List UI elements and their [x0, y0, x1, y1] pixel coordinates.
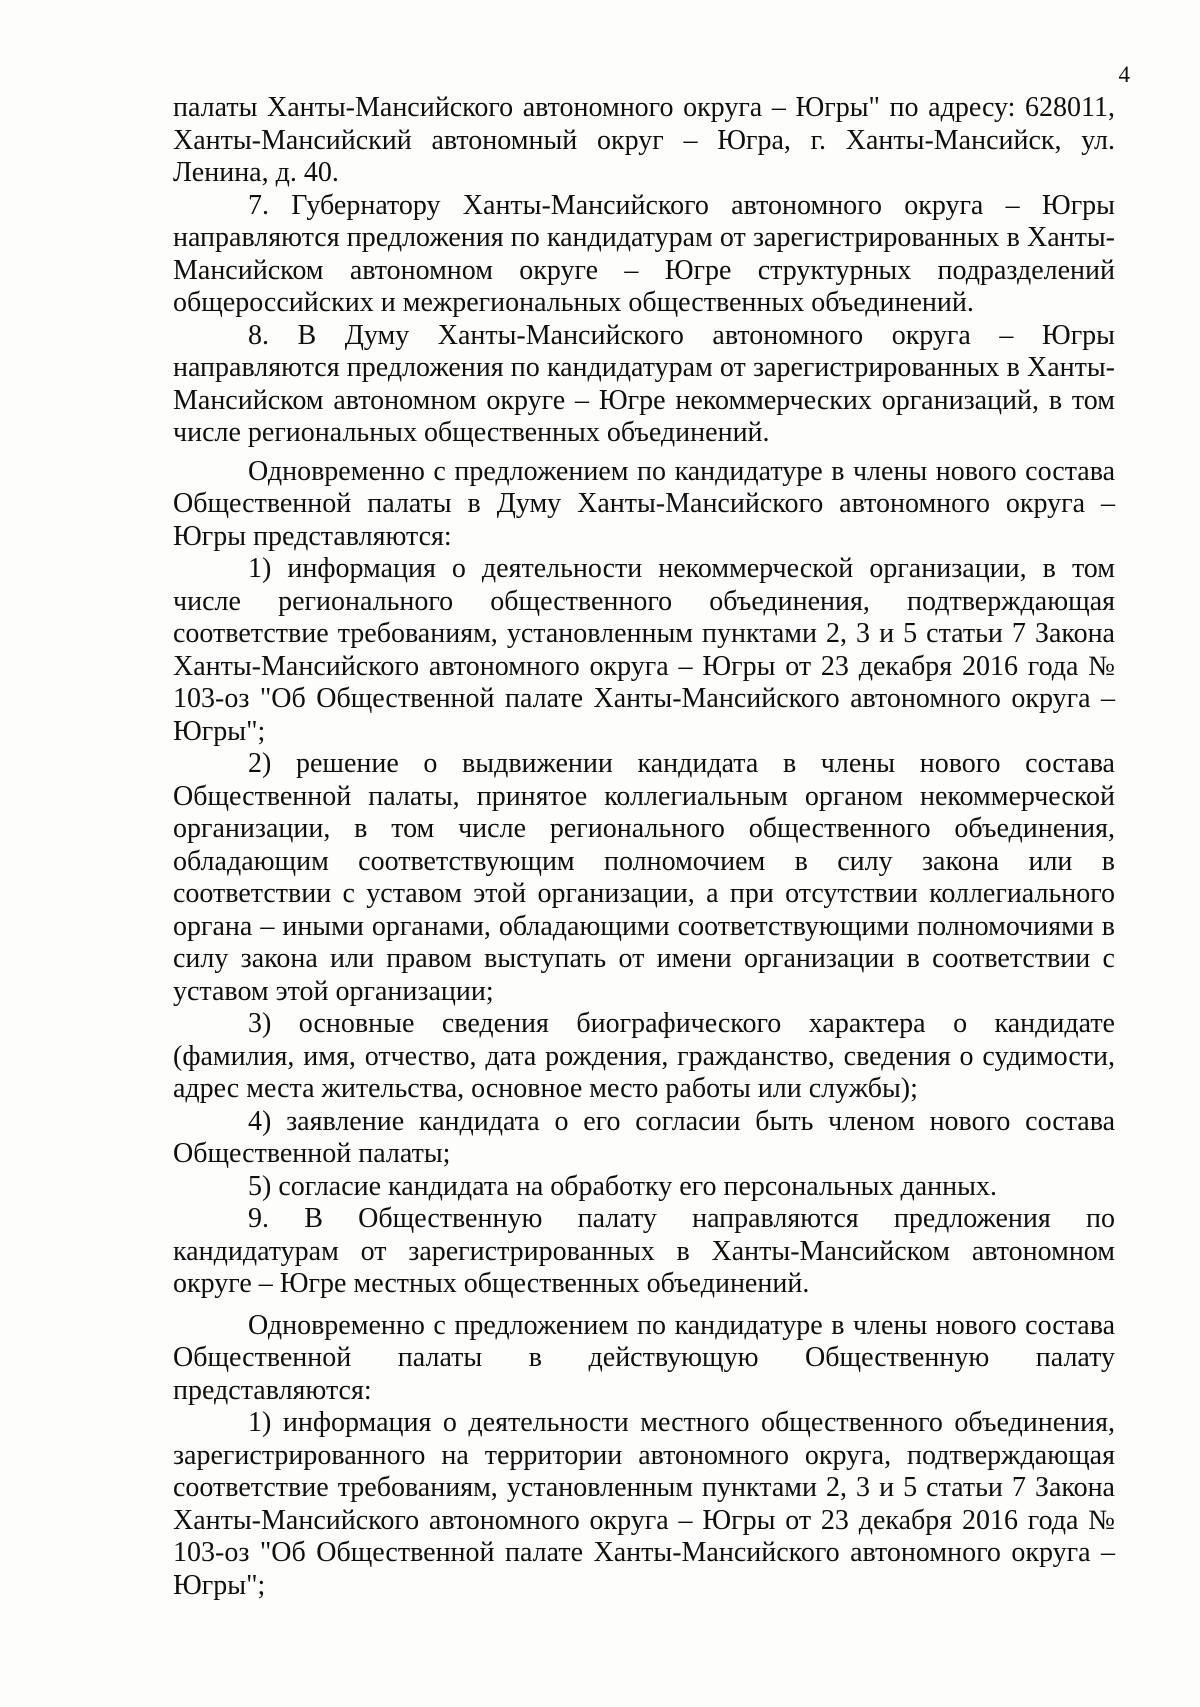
paragraph-duma-doc-1: 1) информация о деятельности некоммерческой организации, в том числе регионального общественного объединения, подтверждающая соответствие требованиям, установленным пунктами 2, 3 и 5 статьи 7 Закона Ханты-Мансийского автономного округа – Югры от 23 декабря 2016 года № 103-оз "Об Общественной палате Ханты-Мансийского автономного округа – Югры"; [173, 553, 1115, 747]
paragraph-chamber-doc-1: 1) информация о деятельности местного общественного объединения, зарегистрированного на территории автономного округа, подтверждающая соответствие требованиям, установленным пунктами 2, 3 и 5 статьи 7 Закона Ханты-Мансийского автономного округа – Югры от 23 декабря 2016 года № 103-оз "Об Общественной палате Ханты-Мансийского автономного округа – Югры"; [173, 1407, 1115, 1601]
paragraph-chamber-docs-intro: Одновременно с предложением по кандидатуре в члены нового состава Общественной палаты в действующую Общественную палату представляются: [173, 1309, 1115, 1406]
paragraph-item-7: 7. Губернатору Ханты-Мансийского автономного округа – Югры направляются предложения по кандидатурам от зарегистрированных в Ханты-Мансийском автономном округе – Югре структурных подразделений общероссийских и межрегиональных общественных объединений. [173, 189, 1115, 318]
paragraph-duma-doc-4: 4) заявление кандидата о его согласии быть членом нового состава Общественной палаты; [173, 1105, 1115, 1169]
paragraph-item-8: 8. В Думу Ханты-Мансийского автономного округа – Югры направляются предложения по кандидатурам от зарегистрированных в Ханты-Мансийском автономном округе – Югре некоммерческих организаций, в том числе региональных общественных объединений. [173, 319, 1115, 448]
paragraph-continuation: палаты Ханты-Мансийского автономного округа – Югры" по адресу: 628011, Ханты-Мансийский автономный округ – Югра, г. Ханты-Мансийск, ул. Ленина, д. 40. [173, 92, 1115, 188]
page-number: 4 [1118, 62, 1130, 87]
document-body [173, 92, 1115, 1602]
paragraph-duma-doc-3: 3) основные сведения биографического характера о кандидате (фамилия, имя, отчество, дата рождения, гражданство, сведения о судимости, адрес места жительства, основное место работы или службы); [173, 1008, 1115, 1104]
paragraph-duma-docs-intro: Одновременно с предложением по кандидатуре в члены нового состава Общественной палаты в Думу Ханты-Мансийского автономного округа – Югры представляются: [173, 455, 1115, 552]
paragraph-item-9: 9. В Общественную палату направляются предложения по кандидатурам от зарегистрированных в Ханты-Мансийском автономном округе – Югре местных общественных объединений. [173, 1203, 1115, 1299]
paragraph-duma-doc-5: 5) согласие кандидата на обработку его персональных данных. [248, 1170, 997, 1202]
paragraph-duma-doc-2: 2) решение о выдвижении кандидата в члены нового состава Общественной палаты, принятое коллегиальным органом некоммерческой организации, в том числе регионального общественного объединения, обладающим соответствующим полномочием в силу закона или в соответствии с уставом этой организации, а при отсутствии коллегиального органа – иными органами, обладающими соответствующими полномочиями в силу закона или правом выступать от имени организации в соответствии с уставом этой организации; [173, 748, 1115, 1007]
